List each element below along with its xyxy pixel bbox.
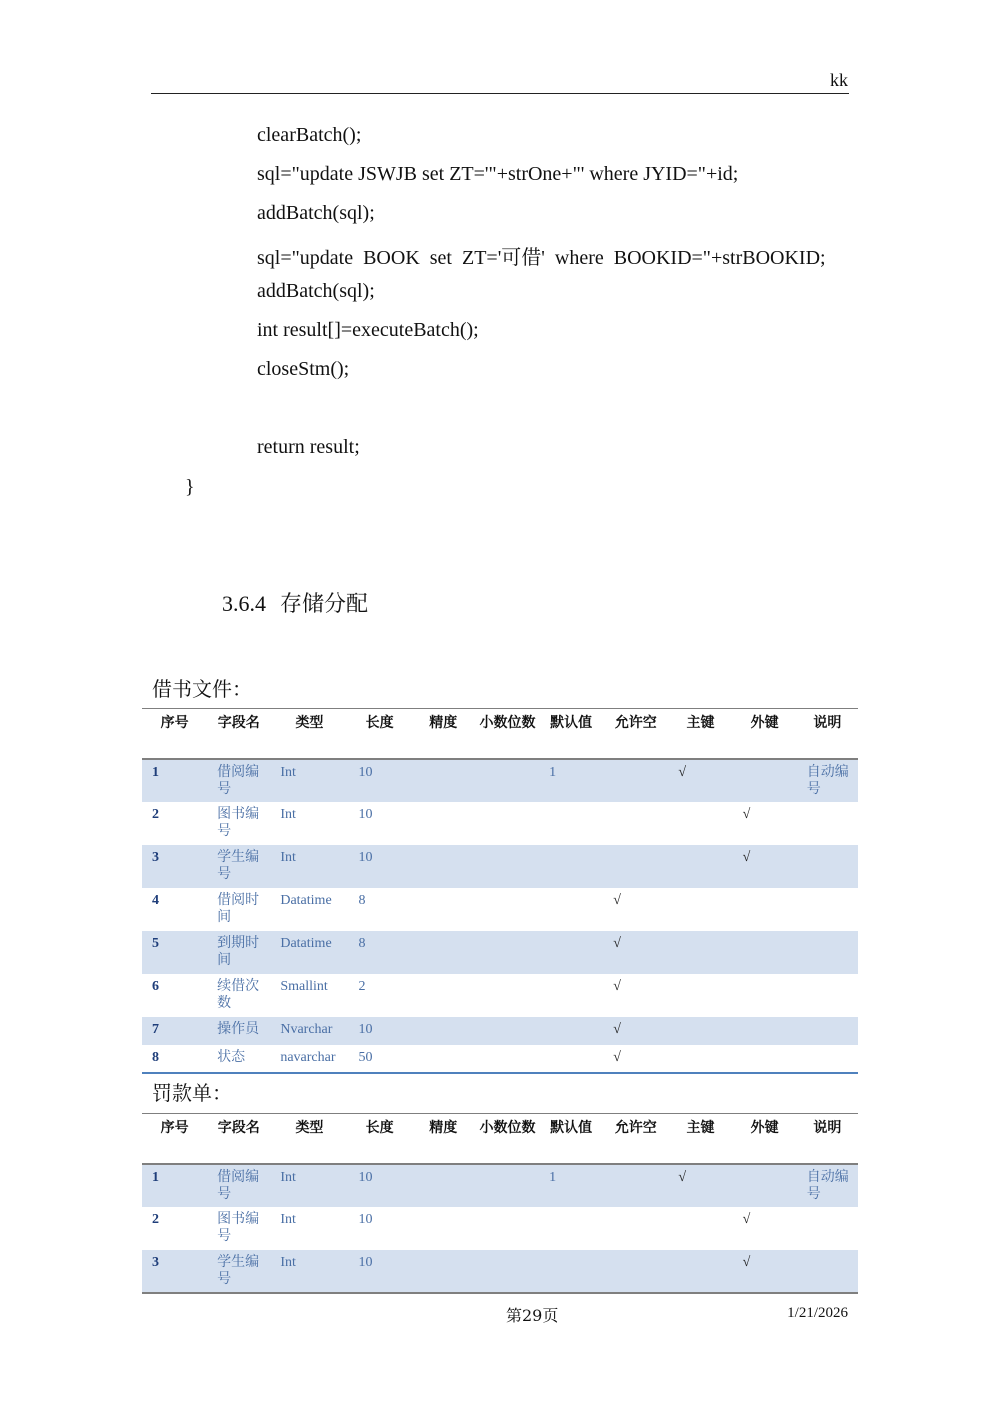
table-cell: Int <box>270 1250 348 1293</box>
table-cell: 10 <box>358 806 373 822</box>
table-cell <box>476 1250 539 1293</box>
header-cell: 类型 <box>295 1120 324 1136</box>
table-cell <box>603 1164 668 1207</box>
table-row <box>142 974 858 1017</box>
table-cell <box>539 1250 603 1293</box>
table-cell <box>411 1045 476 1073</box>
table-cell <box>411 974 476 1017</box>
table-cell: √ <box>668 759 732 802</box>
table-cell <box>411 1164 476 1207</box>
header-cell: 字段名 <box>217 1120 260 1136</box>
table-cell <box>733 974 797 1017</box>
table-cell <box>411 845 476 888</box>
table-cell: Int <box>270 1164 348 1207</box>
table-cell: 10 <box>349 1017 411 1045</box>
table-cell <box>411 1207 476 1250</box>
header-rule <box>151 93 849 94</box>
table-cell <box>411 759 476 802</box>
table-cell: 借阅编号 <box>207 1164 270 1207</box>
table-cell <box>411 1017 476 1045</box>
header-cell: 精度 <box>429 715 458 731</box>
header-cell: 说明 <box>813 1120 842 1136</box>
section-number: 3.6.4 <box>222 591 266 616</box>
table-cell: 续借次数 <box>217 977 260 1011</box>
section-title: 存储分配 <box>280 592 369 617</box>
table-cell <box>539 802 603 845</box>
table-cell <box>668 931 732 974</box>
table-cell <box>797 974 858 1017</box>
table-cell: 2 <box>152 1211 159 1227</box>
table-cell: Int <box>270 845 348 888</box>
table-cell: 4 <box>152 892 159 908</box>
header-cell: 默认值 <box>550 715 593 731</box>
table-cell: Datatime <box>280 892 332 908</box>
table-cell: 1 <box>539 759 603 802</box>
code-line: clearBatch(); <box>257 124 362 146</box>
table-cell: √ <box>603 931 668 974</box>
table-cell: navarchar <box>280 1049 336 1065</box>
table-cell <box>797 845 858 888</box>
table-cell: 10 <box>349 1164 411 1207</box>
closing-brace: } <box>185 476 195 498</box>
table-cell <box>797 888 858 931</box>
table-cell: 5 <box>142 931 207 974</box>
code-line: addBatch(sql); <box>257 202 375 224</box>
table-cell: 图书编号 <box>217 805 260 839</box>
table-cell: 1 <box>539 1164 603 1207</box>
table-cell: 操作员 <box>207 1017 270 1045</box>
table-row <box>142 1164 858 1207</box>
table-cell: 图书编号 <box>217 1210 260 1244</box>
table-cell <box>539 931 603 974</box>
table-cell <box>411 802 476 845</box>
table-cell <box>476 845 539 888</box>
table-cell <box>668 1250 732 1293</box>
table-cell: 6 <box>152 978 159 994</box>
table-cell <box>476 1045 539 1073</box>
header-cell: 长度 <box>365 1120 394 1136</box>
table-cell: 借阅编号 <box>207 759 270 802</box>
table-cell: 学生编号 <box>207 1250 270 1293</box>
header-cell: 字段名 <box>217 715 260 731</box>
table-row <box>142 1045 858 1073</box>
table-cell <box>411 1250 476 1293</box>
page-header-text: kk <box>830 70 848 90</box>
table-cell: 自动编号 <box>797 1164 858 1207</box>
table-row <box>142 802 858 845</box>
header-cell: 小数位数 <box>479 1120 536 1136</box>
table-cell: Datatime <box>270 931 348 974</box>
table-cell <box>797 1045 858 1073</box>
table1 <box>142 708 858 1074</box>
table-cell <box>797 802 858 845</box>
table2 <box>142 1113 858 1294</box>
code-line: sql="update JSWJB set ZT='"+strOne+"' where JYID="+id; <box>257 163 739 185</box>
table-cell <box>797 1017 858 1045</box>
table-cell <box>668 802 732 845</box>
table-cell: Int <box>270 759 348 802</box>
table-cell: 7 <box>142 1017 207 1045</box>
table-cell: 2 <box>358 978 366 994</box>
header-cell: 主键 <box>686 1120 715 1136</box>
table-cell <box>411 931 476 974</box>
table-cell <box>476 931 539 974</box>
table-cell <box>476 888 539 931</box>
code-line: addBatch(sql); <box>257 280 375 302</box>
table-cell: √ <box>742 806 751 822</box>
table-cell <box>733 1164 797 1207</box>
table-cell <box>603 1250 668 1293</box>
header-cell: 说明 <box>813 715 842 731</box>
table-cell <box>668 1045 732 1073</box>
table-cell <box>539 845 603 888</box>
table-cell: √ <box>742 1211 751 1227</box>
header-cell: 类型 <box>295 715 324 731</box>
header-cell: 序号 <box>160 1120 189 1136</box>
table-cell: 10 <box>349 1250 411 1293</box>
table-cell: 借阅时间 <box>217 891 260 925</box>
table-cell <box>539 1017 603 1045</box>
table-cell: √ <box>603 1017 668 1045</box>
table-row <box>142 759 858 802</box>
table2-header-row <box>142 1114 858 1164</box>
table-cell <box>733 1017 797 1045</box>
table-cell: 状态 <box>217 1048 246 1065</box>
table-cell: 10 <box>349 759 411 802</box>
table-cell <box>603 845 668 888</box>
table-cell: 8 <box>349 931 411 974</box>
section-heading <box>222 587 368 618</box>
table-cell: 10 <box>349 845 411 888</box>
table-cell: 到期时间 <box>207 931 270 974</box>
page-number: 第29页 <box>506 1306 559 1325</box>
table-cell: 学生编号 <box>207 845 270 888</box>
table-cell: √ <box>613 892 621 908</box>
table-row <box>142 888 858 931</box>
table-cell <box>668 845 732 888</box>
table-cell <box>411 888 476 931</box>
table-row <box>142 845 858 888</box>
table-cell <box>539 1207 603 1250</box>
table-cell <box>668 974 732 1017</box>
table-cell: 8 <box>152 1049 159 1065</box>
table-cell: √ <box>668 1164 732 1207</box>
table-cell: √ <box>613 978 621 994</box>
table-cell: 自动编号 <box>797 759 858 802</box>
table-cell <box>476 802 539 845</box>
table-cell: 3 <box>142 1250 207 1293</box>
table1-caption: 借书文件： <box>152 677 252 701</box>
table-row <box>142 931 858 974</box>
table-row <box>142 1250 858 1293</box>
header-cell: 外键 <box>750 715 779 731</box>
table-cell <box>797 931 858 974</box>
table-cell <box>539 888 603 931</box>
header-cell: 允许空 <box>614 1120 657 1136</box>
table-row <box>142 1017 858 1045</box>
table-cell: 1 <box>142 759 207 802</box>
table-cell <box>476 974 539 1017</box>
table-cell: Int <box>280 806 296 822</box>
table-cell <box>603 759 668 802</box>
table-cell <box>539 974 603 1017</box>
table-cell <box>797 1207 858 1250</box>
table-cell: Nvarchar <box>270 1017 348 1045</box>
header-cell: 序号 <box>160 715 189 731</box>
table-cell <box>603 802 668 845</box>
table-row <box>142 1207 858 1250</box>
table-cell: 10 <box>358 1211 373 1227</box>
header-cell: 外键 <box>750 1120 779 1136</box>
table-cell <box>668 1207 732 1250</box>
table-cell <box>476 1207 539 1250</box>
table-cell <box>797 1250 858 1293</box>
table2-caption: 罚款单： <box>152 1081 232 1105</box>
header-cell: 允许空 <box>614 715 657 731</box>
header-cell: 默认值 <box>550 1120 593 1136</box>
table-cell <box>733 931 797 974</box>
footer-date: 1/21/2026 <box>787 1305 848 1321</box>
header-cell: 主键 <box>686 715 715 731</box>
table-cell: 3 <box>142 845 207 888</box>
header-cell: 小数位数 <box>479 715 536 731</box>
table-cell <box>668 1017 732 1045</box>
table-cell <box>733 1045 797 1073</box>
table-cell <box>539 1045 603 1073</box>
table-cell: 1 <box>142 1164 207 1207</box>
table-cell <box>668 888 732 931</box>
header-cell: 长度 <box>365 715 394 731</box>
table1-header-row <box>142 709 858 759</box>
table-cell <box>733 888 797 931</box>
code-line: int result[]=executeBatch(); <box>257 319 479 341</box>
table-cell: 2 <box>152 806 159 822</box>
table-cell <box>733 759 797 802</box>
table-cell: 50 <box>358 1049 373 1065</box>
table-cell: √ <box>733 1250 797 1293</box>
table-cell: √ <box>613 1049 621 1065</box>
code-line: closeStm(); <box>257 358 350 380</box>
table-cell <box>476 759 539 802</box>
table-cell <box>476 1164 539 1207</box>
table-cell: Int <box>280 1211 296 1227</box>
table-cell: 8 <box>358 892 366 908</box>
table-cell <box>476 1017 539 1045</box>
header-cell: 精度 <box>429 1120 458 1136</box>
table-cell: Smallint <box>280 978 328 994</box>
code-line: return result; <box>257 436 360 458</box>
code-line: sql="update BOOK set ZT='可借' where BOOKID="+strBOOKID; <box>257 247 826 269</box>
table-cell: √ <box>733 845 797 888</box>
table-cell <box>603 1207 668 1250</box>
